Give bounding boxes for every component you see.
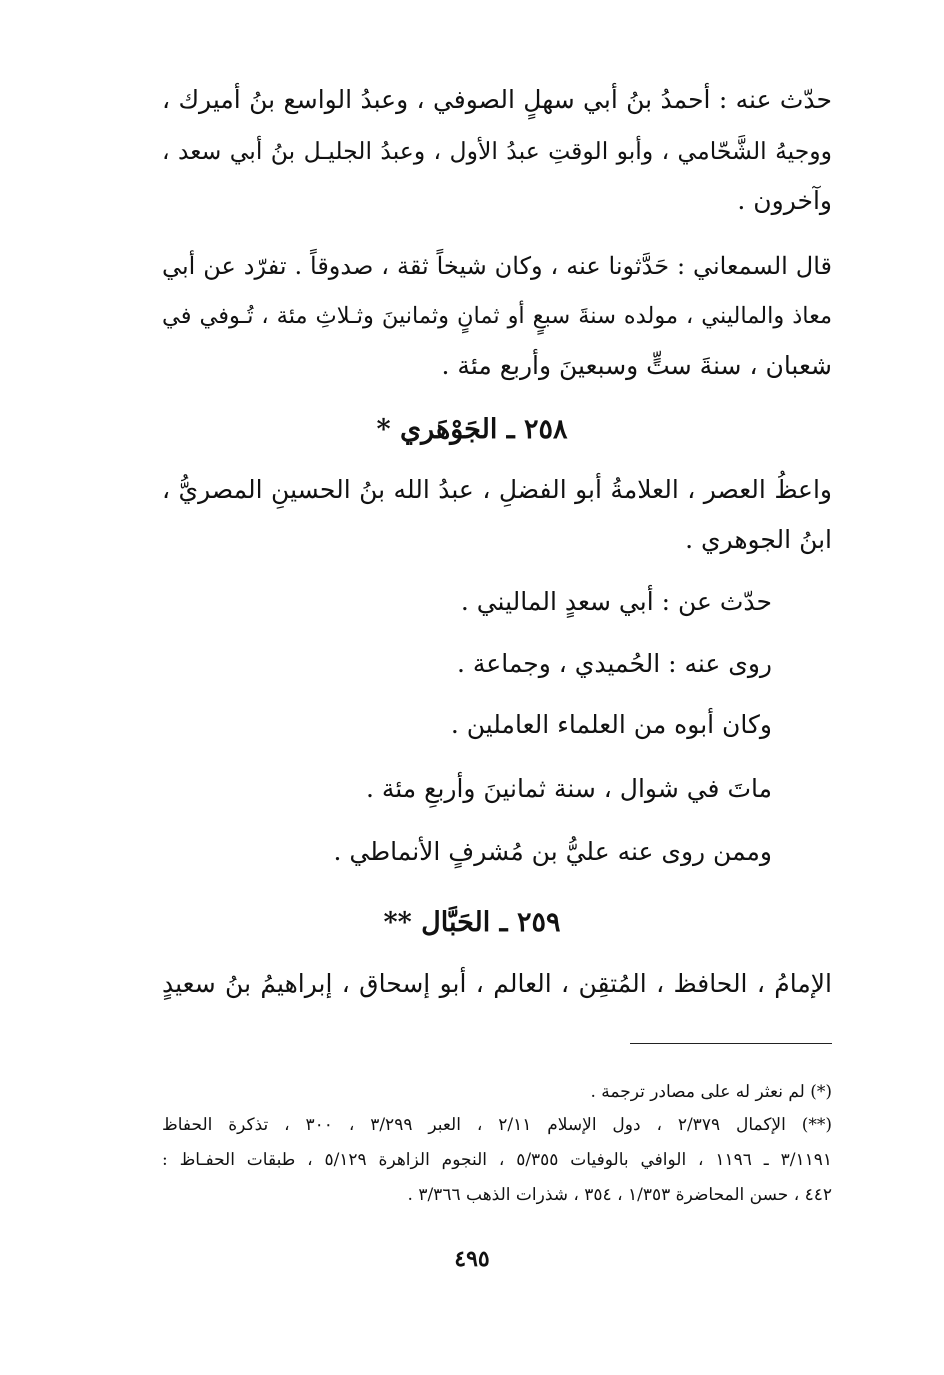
footnote-line: (**) الإكمال ٢/٣٧٩ ، دول الإسلام ٢/١١ ، العبر ٣/٢٩٩ ، ٣٠٠ ، تذكرة الحفاظ	[162, 1115, 832, 1135]
body-line: روى عنه : الحُميدي ، وجماعة .	[456, 649, 772, 678]
body-line: ووجيهُ الشَّحّامي ، وأبو الوقتِ عبدُ الأول ، وعبدُ الجليـل بنُ أبي سعد ،	[162, 137, 832, 165]
body-line: حدّث عن : أبي سعدٍ الماليني .	[460, 587, 772, 616]
body-line: وكان أبوه من العلماء العاملين .	[450, 710, 772, 739]
body-line: حدّث عنه : أحمدُ بنُ أبي سهلٍ الصوفي ، وعبدُ الواسع بنُ أميرك ،	[162, 85, 832, 114]
footnote-line: (*) لم نعثر له على مصادر ترجمة .	[590, 1082, 832, 1102]
body-line: الإمامُ ، الحافظ ، المُتقِن ، العالم ، أبو إسحاق ، إبراهيمُ بنُ سعيدٍ	[162, 969, 832, 998]
body-line: وممن روى عنه عليُّ بن مُشرفٍ الأنماطي .	[333, 837, 772, 866]
footnote-divider	[630, 1043, 832, 1044]
body-line: شعبان ، سنةَ ستٍّ وسبعينَ وأربع مئة .	[441, 351, 832, 380]
body-line: ابنُ الجوهري .	[685, 525, 832, 554]
body-line: ماتَ في شوال ، سنة ثمانينَ وأربعِ مئة .	[365, 774, 772, 803]
body-line: وآخرون .	[737, 186, 832, 215]
footnote-line: ٤٤٢ ، حسن المحاضرة ١/٣٥٣ ، ٣٥٤ ، شذرات الذهب ٣/٣٦٦ .	[407, 1185, 832, 1205]
page-number: ٤٩٥	[454, 1246, 490, 1272]
body-line: معاذ والماليني ، مولده سنةَ سبعٍ أو ثمانٍ وثمانينَ وثـلاثِ مئة ، تُـوفي في	[162, 303, 832, 329]
entry-heading: ٢٥٩ ـ الحَبَّال **	[383, 907, 561, 938]
footnote-line: ٣/١١٩١ ـ ١١٩٦ ، الوافي بالوفيات ٥/٣٥٥ ، النجوم الزاهرة ٥/١٢٩ ، طبقات الحفـاظ :	[162, 1150, 832, 1170]
body-line: قال السمعاني : حَدَّثونا عنه ، وكان شيخاً ثقة ، صدوقاً . تفرّد عن أبي	[162, 252, 832, 280]
body-line: واعظُ العصر ، العلامةُ أبو الفضلِ ، عبدُ الله بنُ الحسينِ المصريُّ ،	[162, 475, 832, 504]
entry-heading: ٢٥٨ ـ الجَوْهَري *	[376, 414, 568, 445]
